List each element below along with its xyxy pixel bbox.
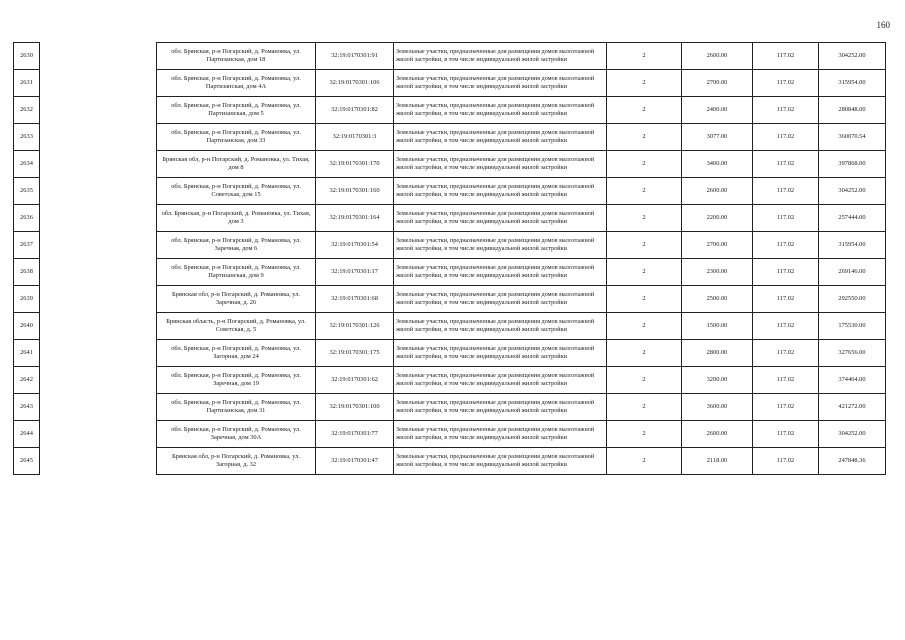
row-spacer-cell — [40, 232, 157, 259]
row-spacer-cell — [40, 340, 157, 367]
cadastral-number-cell: 32:19:0170301:91 — [316, 43, 394, 70]
address-cell: обл. Брянская, р-н Погарский, д. Романовка, ул. Советская, дом 15 — [157, 178, 316, 205]
row-number-cell: 2636 — [14, 205, 40, 232]
area-cell: 2700.00 — [682, 232, 753, 259]
row-spacer-cell — [40, 70, 157, 97]
land-use-purpose-cell: Земельные участки, предназначенные для размещения домов малоэтажной жилой застройки, в том числе индивидуальной жилой застройки — [394, 340, 607, 367]
group-code-cell: 2 — [607, 70, 682, 97]
specific-value-cell: 117.02 — [753, 394, 819, 421]
group-code-cell: 2 — [607, 232, 682, 259]
area-cell: 3600.00 — [682, 394, 753, 421]
specific-value-cell: 117.02 — [753, 205, 819, 232]
table-row — [14, 313, 886, 340]
specific-value-cell: 117.02 — [753, 70, 819, 97]
land-use-purpose-cell: Земельные участки, предназначенные для размещения домов малоэтажной жилой застройки, в том числе индивидуальной жилой застройки — [394, 97, 607, 124]
area-cell: 1500.00 — [682, 313, 753, 340]
land-use-purpose-cell: Земельные участки, предназначенные для размещения домов малоэтажной жилой застройки, в том числе индивидуальной жилой застройки — [394, 232, 607, 259]
land-use-purpose-cell: Земельные участки, предназначенные для размещения домов малоэтажной жилой застройки, в том числе индивидуальной жилой застройки — [394, 313, 607, 340]
address-cell: Брянская обл, р-н Погарский, д. Романовка, ул. Тихая, дом 8 — [157, 151, 316, 178]
address-cell: обл. Брянская, р-н Погарский, д. Романовка, ул. Партизанская, дом 31 — [157, 394, 316, 421]
table-row — [14, 232, 886, 259]
row-number-cell: 2635 — [14, 178, 40, 205]
cadastral-number-cell: 32:19:0170301:3 — [316, 124, 394, 151]
cadastral-value-cell: 269146.00 — [819, 259, 886, 286]
cadastral-value-cell: 280848.00 — [819, 97, 886, 124]
cadastral-value-cell: 397868.00 — [819, 151, 886, 178]
cadastral-number-cell: 32:19:0170301:160 — [316, 178, 394, 205]
row-number-cell: 2638 — [14, 259, 40, 286]
cadastral-number-cell: 32:19:0170301:77 — [316, 421, 394, 448]
cadastral-value-cell: 304252.00 — [819, 178, 886, 205]
cadastral-value-cell: 360070.54 — [819, 124, 886, 151]
specific-value-cell: 117.02 — [753, 313, 819, 340]
row-spacer-cell — [40, 286, 157, 313]
specific-value-cell: 117.02 — [753, 286, 819, 313]
row-number-cell: 2645 — [14, 448, 40, 475]
row-number-cell: 2633 — [14, 124, 40, 151]
land-use-purpose-cell: Земельные участки, предназначенные для размещения домов малоэтажной жилой застройки, в том числе индивидуальной жилой застройки — [394, 124, 607, 151]
table-row — [14, 205, 886, 232]
row-spacer-cell — [40, 178, 157, 205]
cadastral-number-cell: 32:19:0170301:126 — [316, 313, 394, 340]
land-registry-table — [13, 42, 886, 475]
area-cell: 2118.00 — [682, 448, 753, 475]
cadastral-value-cell: 421272.00 — [819, 394, 886, 421]
area-cell: 2400.00 — [682, 97, 753, 124]
row-number-cell: 2630 — [14, 43, 40, 70]
table-body — [14, 43, 886, 475]
address-cell: обл. Брянская, р-н Погарский, д. Романовка, ул. Партизанская, дом 18 — [157, 43, 316, 70]
address-cell: обл. Брянская, р-н Погарский, д. Романовка, ул. Заречная, дом 6 — [157, 232, 316, 259]
area-cell: 3400.00 — [682, 151, 753, 178]
specific-value-cell: 117.02 — [753, 232, 819, 259]
specific-value-cell: 117.02 — [753, 178, 819, 205]
group-code-cell: 2 — [607, 340, 682, 367]
cadastral-value-cell: 292550.00 — [819, 286, 886, 313]
specific-value-cell: 117.02 — [753, 448, 819, 475]
cadastral-number-cell: 32:19:0170301:175 — [316, 340, 394, 367]
area-cell: 3077.00 — [682, 124, 753, 151]
address-cell: обл. Брянская, р-н Погарский, д. Романовка, ул. Тихая, дом 3 — [157, 205, 316, 232]
row-number-cell: 2632 — [14, 97, 40, 124]
specific-value-cell: 117.02 — [753, 259, 819, 286]
table-row — [14, 151, 886, 178]
address-cell: обл. Брянская, р-н Погарский, д. Романовка, ул. Партизанская, дом 33 — [157, 124, 316, 151]
table-row — [14, 421, 886, 448]
row-spacer-cell — [40, 43, 157, 70]
group-code-cell: 2 — [607, 124, 682, 151]
land-use-purpose-cell: Земельные участки, предназначенные для размещения домов малоэтажной жилой застройки, в том числе индивидуальной жилой застройки — [394, 259, 607, 286]
row-spacer-cell — [40, 151, 157, 178]
area-cell: 2500.00 — [682, 286, 753, 313]
page-number: 160 — [876, 20, 890, 30]
row-number-cell: 2634 — [14, 151, 40, 178]
land-use-purpose-cell: Земельные участки, предназначенные для размещения домов малоэтажной жилой застройки, в том числе индивидуальной жилой застройки — [394, 205, 607, 232]
cadastral-value-cell: 327656.00 — [819, 340, 886, 367]
cadastral-number-cell: 32:19:0170301:170 — [316, 151, 394, 178]
cadastral-value-cell: 315954.00 — [819, 70, 886, 97]
table-row — [14, 97, 886, 124]
group-code-cell: 2 — [607, 259, 682, 286]
land-use-purpose-cell: Земельные участки, предназначенные для размещения домов малоэтажной жилой застройки, в том числе индивидуальной жилой застройки — [394, 43, 607, 70]
cadastral-value-cell: 374464.00 — [819, 367, 886, 394]
address-cell: обл. Брянская, р-н Погарский, д. Романовка, ул. Заречная, дом 30А — [157, 421, 316, 448]
cadastral-value-cell: 247848.36 — [819, 448, 886, 475]
specific-value-cell: 117.02 — [753, 367, 819, 394]
row-number-cell: 2640 — [14, 313, 40, 340]
group-code-cell: 2 — [607, 97, 682, 124]
row-number-cell: 2643 — [14, 394, 40, 421]
area-cell: 2300.00 — [682, 259, 753, 286]
cadastral-value-cell: 175530.00 — [819, 313, 886, 340]
table-row — [14, 70, 886, 97]
row-number-cell: 2637 — [14, 232, 40, 259]
cadastral-number-cell: 32:19:0170301:17 — [316, 259, 394, 286]
cadastral-number-cell: 32:19:0170301:100 — [316, 394, 394, 421]
area-cell: 2600.00 — [682, 421, 753, 448]
cadastral-number-cell: 32:19:0170301:82 — [316, 97, 394, 124]
table-row — [14, 178, 886, 205]
area-cell: 2600.00 — [682, 43, 753, 70]
row-spacer-cell — [40, 259, 157, 286]
row-spacer-cell — [40, 124, 157, 151]
land-use-purpose-cell: Земельные участки, предназначенные для размещения домов малоэтажной жилой застройки, в том числе индивидуальной жилой застройки — [394, 421, 607, 448]
land-use-purpose-cell: Земельные участки, предназначенные для размещения домов малоэтажной жилой застройки, в том числе индивидуальной жилой застройки — [394, 286, 607, 313]
row-spacer-cell — [40, 421, 157, 448]
land-use-purpose-cell: Земельные участки, предназначенные для размещения домов малоэтажной жилой застройки, в том числе индивидуальной жилой застройки — [394, 151, 607, 178]
cadastral-value-cell: 257444.00 — [819, 205, 886, 232]
land-use-purpose-cell: Земельные участки, предназначенные для размещения домов малоэтажной жилой застройки, в том числе индивидуальной жилой застройки — [394, 70, 607, 97]
group-code-cell: 2 — [607, 286, 682, 313]
row-number-cell: 2644 — [14, 421, 40, 448]
table-row — [14, 286, 886, 313]
row-number-cell: 2631 — [14, 70, 40, 97]
row-spacer-cell — [40, 205, 157, 232]
address-cell: Брянская обл, р-н Погарский, д. Романовка, ул. Загорная, д. 32 — [157, 448, 316, 475]
cadastral-number-cell: 32:19:0170301:62 — [316, 367, 394, 394]
group-code-cell: 2 — [607, 178, 682, 205]
group-code-cell: 2 — [607, 394, 682, 421]
cadastral-number-cell: 32:19:0170301:164 — [316, 205, 394, 232]
row-spacer-cell — [40, 367, 157, 394]
table-row — [14, 367, 886, 394]
row-spacer-cell — [40, 394, 157, 421]
cadastral-value-cell: 315954.00 — [819, 232, 886, 259]
row-number-cell: 2642 — [14, 367, 40, 394]
area-cell: 3200.00 — [682, 367, 753, 394]
row-number-cell: 2641 — [14, 340, 40, 367]
land-use-purpose-cell: Земельные участки, предназначенные для размещения домов малоэтажной жилой застройки, в том числе индивидуальной жилой застройки — [394, 178, 607, 205]
cadastral-number-cell: 32:19:0170301:68 — [316, 286, 394, 313]
area-cell: 2800.00 — [682, 340, 753, 367]
group-code-cell: 2 — [607, 205, 682, 232]
area-cell: 2600.00 — [682, 178, 753, 205]
specific-value-cell: 117.02 — [753, 151, 819, 178]
group-code-cell: 2 — [607, 313, 682, 340]
group-code-cell: 2 — [607, 43, 682, 70]
address-cell: обл. Брянская, р-н Погарский, д. Романовка, ул. Партизанская, дом 9 — [157, 259, 316, 286]
address-cell: Брянская обл, р-н Погарский, д. Романовка, ул. Заречная, д. 26 — [157, 286, 316, 313]
row-spacer-cell — [40, 97, 157, 124]
address-cell: обл. Брянская, р-н Погарский, д. Романовка, ул. Заречная, дом 19 — [157, 367, 316, 394]
cadastral-number-cell: 32:19:0170301:47 — [316, 448, 394, 475]
row-number-cell: 2639 — [14, 286, 40, 313]
table-row — [14, 259, 886, 286]
row-spacer-cell — [40, 448, 157, 475]
specific-value-cell: 117.02 — [753, 97, 819, 124]
land-use-purpose-cell: Земельные участки, предназначенные для размещения домов малоэтажной жилой застройки, в том числе индивидуальной жилой застройки — [394, 394, 607, 421]
row-spacer-cell — [40, 313, 157, 340]
address-cell: Брянская область, р-н Погарский, д. Романовка, ул. Советская, д. 5 — [157, 313, 316, 340]
table-row — [14, 43, 886, 70]
group-code-cell: 2 — [607, 421, 682, 448]
group-code-cell: 2 — [607, 367, 682, 394]
table-row — [14, 124, 886, 151]
specific-value-cell: 117.02 — [753, 43, 819, 70]
cadastral-value-cell: 304252.00 — [819, 43, 886, 70]
table-row — [14, 340, 886, 367]
area-cell: 2200.00 — [682, 205, 753, 232]
cadastral-number-cell: 32:19:0170301:54 — [316, 232, 394, 259]
specific-value-cell: 117.02 — [753, 421, 819, 448]
land-use-purpose-cell: Земельные участки, предназначенные для размещения домов малоэтажной жилой застройки, в том числе индивидуальной жилой застройки — [394, 448, 607, 475]
group-code-cell: 2 — [607, 448, 682, 475]
table-row — [14, 394, 886, 421]
address-cell: обл. Брянская, р-н Погарский, д. Романовка, ул. Партизанская, дом 5 — [157, 97, 316, 124]
area-cell: 2700.00 — [682, 70, 753, 97]
cadastral-number-cell: 32:19:0170301:106 — [316, 70, 394, 97]
specific-value-cell: 117.02 — [753, 124, 819, 151]
cadastral-value-cell: 304252.00 — [819, 421, 886, 448]
address-cell: обл. Брянская, р-н Погарский, д. Романовка, ул. Партизанская, дом 4А — [157, 70, 316, 97]
group-code-cell: 2 — [607, 151, 682, 178]
address-cell: обл. Брянская, р-н Погарский, д. Романовка, ул. Загорная, дом 24 — [157, 340, 316, 367]
table-row — [14, 448, 886, 475]
land-use-purpose-cell: Земельные участки, предназначенные для размещения домов малоэтажной жилой застройки, в том числе индивидуальной жилой застройки — [394, 367, 607, 394]
specific-value-cell: 117.02 — [753, 340, 819, 367]
